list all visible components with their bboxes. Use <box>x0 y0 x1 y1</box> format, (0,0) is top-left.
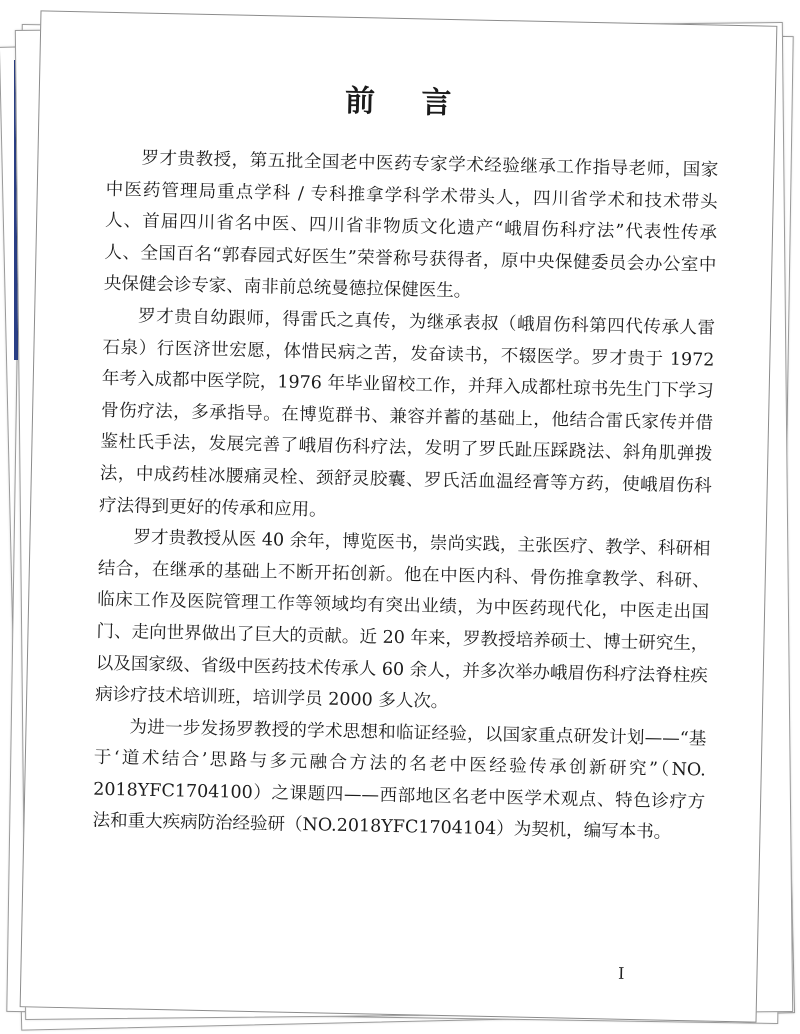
page-number: I <box>617 963 625 983</box>
page-title: 前 言 <box>344 83 470 122</box>
paragraph: 罗才贵自幼跟师，得雷氏之真传，为继承表叔（峨眉伤科第四代传承人雷石泉）行医济世宏愿，体惜民病之苦，发奋读书，不辍医学。罗才贵于 1972 年考入成都中医学院，1976 年毕业留校工作，并拜入成都杜琼书先生门下学习骨伤疗法，多承指导。在博览群书、兼容并蓄的基础上，他结合雷氏家传并借鉴杜氏手法，发展完善了峨眉伤科疗法，发明了罗氏趾压踩跷法、斜角肌弹拨法，中成药桂冰腰痛灵栓、颈舒灵胶囊、罗氏活血温经膏等方药，使峨眉伤科疗法得到更好的传承和应用。 <box>98 306 716 521</box>
document-body <box>92 143 718 851</box>
paragraph: 为进一步发扬罗教授的学术思想和临证经验，以国家重点研发计划——“基于‘道术结合’思路与多元融合方法的名老中医经验传承创新研究”（NO. 2018YFC1704100）之课题四——西部地区名老中医学术观点、特色诊疗方法和重大疾病防治经验研（NO.2018YFC1704104）为契机，编写本书。 <box>92 717 707 844</box>
paragraph: 罗才贵教授从医 40 余年，博览医书，崇尚实践，主张医疗、教学、科研相结合，在继承的基础上不断开拓创新。他在中医内科、骨伤推拿教学、科研、临床工作及医院管理工作等领域均有突出业绩，为中医药现代化，中医走出国门、走向世界做出了巨大的贡献。近 20 年来，罗教授培养硕士、博士研究生，以及国家级、省级中医药技术传承人 60 余人，并多次举办峨眉伤科疗法脊柱疾病诊疗技术培训班，培训学员 2000 多人次。 <box>94 527 711 713</box>
document-page <box>20 10 778 1022</box>
paragraph: 罗才贵教授，第五批全国老中医药专家学术经验继承工作指导老师，国家中医药管理局重点学科 / 专科推拿学科学术带头人，四川省学术和技术带头人、首届四川省名中医、四川省非物质文化遗产“峨眉伤科疗法”代表性传承人、全国百名“郭春园式好医生”荣誉称号获得者，原中央保健委员会办公室中央保健会诊专家、南非前总统曼德拉保健医生。 <box>103 148 719 302</box>
